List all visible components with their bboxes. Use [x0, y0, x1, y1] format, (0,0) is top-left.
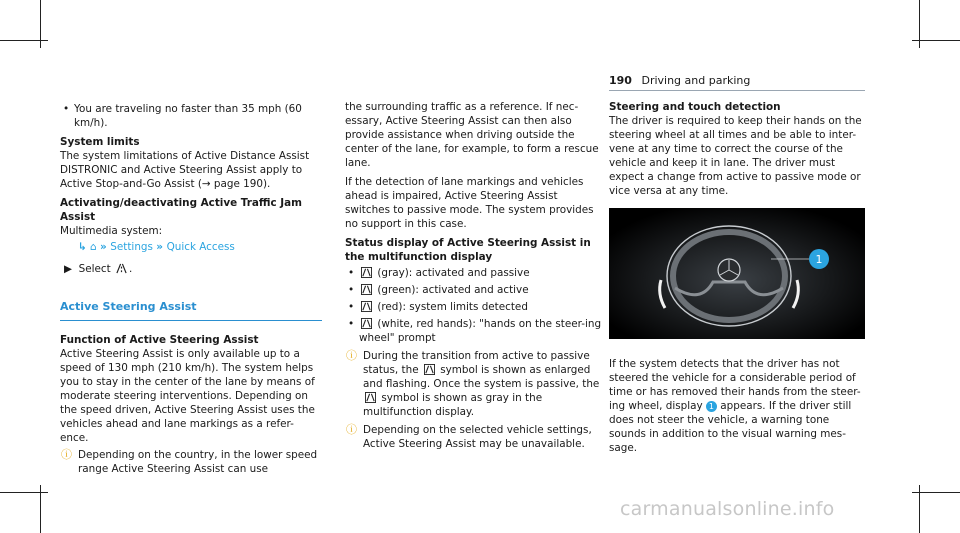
path-quick-access: Quick Access	[166, 241, 235, 253]
crop-mark	[0, 40, 48, 41]
steering-assist-icon	[424, 364, 435, 375]
function-text: Active Steering Assist is only available up to a speed of 130 mph (210 km/h). The system helps you to stay in the center of the lane by means of moderate steering interventions. Depending on the speed driven, Active Steering Assist uses the vehicles ahead and lane markings as a refer-ence.	[60, 348, 315, 444]
status-white-text: (white, red hands): "hands on the steer-ing wheel" prompt	[359, 318, 602, 344]
status-gray-item	[345, 266, 605, 280]
status-gray-text: (gray): activated and passive	[377, 267, 530, 279]
section-heading-steering: Active Steering Assist	[60, 300, 197, 313]
column-left	[60, 100, 322, 478]
crop-mark	[912, 492, 960, 493]
steering-assist-icon	[361, 284, 372, 295]
column-middle	[345, 100, 605, 453]
info-settings-text: Depending on the selected vehicle settings, Active Steering Assist may be unavailable.	[363, 424, 592, 450]
touch-text: The driver is required to keep their hands on the steering wheel at all times and be able to inter-vene at any time to correct the course of the vehicle and keep it in lane. The driver must expect a change from active to passive mode or vice versa at any time.	[609, 115, 862, 197]
detection-text: If the detection of lane markings and vehicles ahead is impaired, Active Steering Assist switches to passive mode. The system provides no support in this case.	[345, 176, 594, 230]
status-heading: Status display of Active Steering Assist in the multifunction display	[345, 237, 591, 263]
info-settings	[345, 423, 605, 451]
multimedia-label: Multimedia system:	[60, 225, 163, 237]
info-transition-b: symbol is shown as enlarged and flashing. Once the system is passive, the	[363, 364, 600, 390]
continued-text: the surrounding traffic as a reference. If nec-essary, Active Steering Assist can then also provide assistance when driving outside the center of the lane, for example, to form a rescue lane.	[345, 101, 599, 169]
path-arrow-icon: ↳	[78, 241, 87, 253]
system-limits-heading: System limits	[60, 136, 140, 148]
chevron-right-icon: »	[99, 241, 111, 253]
section-title: Driving and parking	[641, 74, 751, 87]
bullet-speed: • You are traveling no faster than 35 mph (60 km/h).	[60, 102, 322, 130]
steering-wheel-display-image	[609, 208, 865, 339]
function-heading: Function of Active Steering Assist	[60, 334, 259, 346]
header-divider	[609, 90, 865, 91]
select-step: ▶ Select .	[64, 263, 133, 275]
steering-assist-icon	[361, 301, 372, 312]
steering-wheel-icon	[609, 208, 865, 339]
page-header	[609, 74, 750, 88]
after-text-b: appears. If the driver still does not steer the vehicle, a warning tone sounds in addition to the visual warning mes-sage.	[609, 400, 852, 454]
info-icon: ⓘ	[61, 448, 72, 461]
traffic-jam-assist-icon	[116, 263, 127, 274]
watermark: carmanualsonline.info	[620, 498, 835, 520]
callout-number: 1	[815, 253, 823, 266]
status-red-text: (red): system limits detected	[377, 301, 528, 313]
info-transition	[345, 349, 605, 419]
path-settings: Settings	[110, 241, 153, 253]
info-icon: ⓘ	[346, 423, 357, 436]
info-country	[60, 448, 322, 476]
steering-assist-icon	[361, 267, 372, 278]
chevron-right-icon: »	[156, 241, 167, 253]
activate-heading: Activating/deactivating Active Traffic Jam Assist	[60, 197, 302, 223]
info-icon: ⓘ	[346, 349, 357, 362]
status-green-text: (green): activated and active	[377, 284, 529, 296]
after-image-text	[609, 357, 865, 455]
status-red-item	[345, 300, 605, 314]
status-white-item	[345, 317, 605, 345]
info-transition-a: During the transition from active to passive status, the	[363, 350, 590, 376]
after-text-a: If the system detects that the driver has not steered the vehicle for a considerable period of time or has removed their hands from the steer-ing wheel, display	[609, 358, 861, 412]
menu-path	[60, 240, 322, 254]
info-country-text: Depending on the country, in the lower speed range Active Steering Assist can use	[78, 449, 318, 475]
steering-assist-icon	[361, 318, 372, 329]
system-limits-text: The system limitations of Active Distance Assist DISTRONIC and Active Steering Assist apply to Active Stop-and-Go Assist (→ page 190).	[60, 150, 310, 190]
info-transition-c: symbol is shown as gray in the multifunction display.	[363, 392, 543, 418]
column-right	[609, 100, 865, 455]
callout-badge: 1	[706, 401, 717, 412]
touch-heading: Steering and touch detection	[609, 101, 781, 113]
home-icon: ⌂	[90, 241, 97, 253]
crop-mark	[0, 492, 48, 493]
crop-mark	[912, 40, 960, 41]
select-label: Select	[78, 263, 111, 275]
step-arrow-icon: ▶	[64, 263, 76, 275]
steering-assist-icon	[365, 392, 376, 403]
section-rule	[60, 320, 322, 321]
status-green-item	[345, 283, 605, 297]
page-number: 190	[609, 74, 632, 87]
